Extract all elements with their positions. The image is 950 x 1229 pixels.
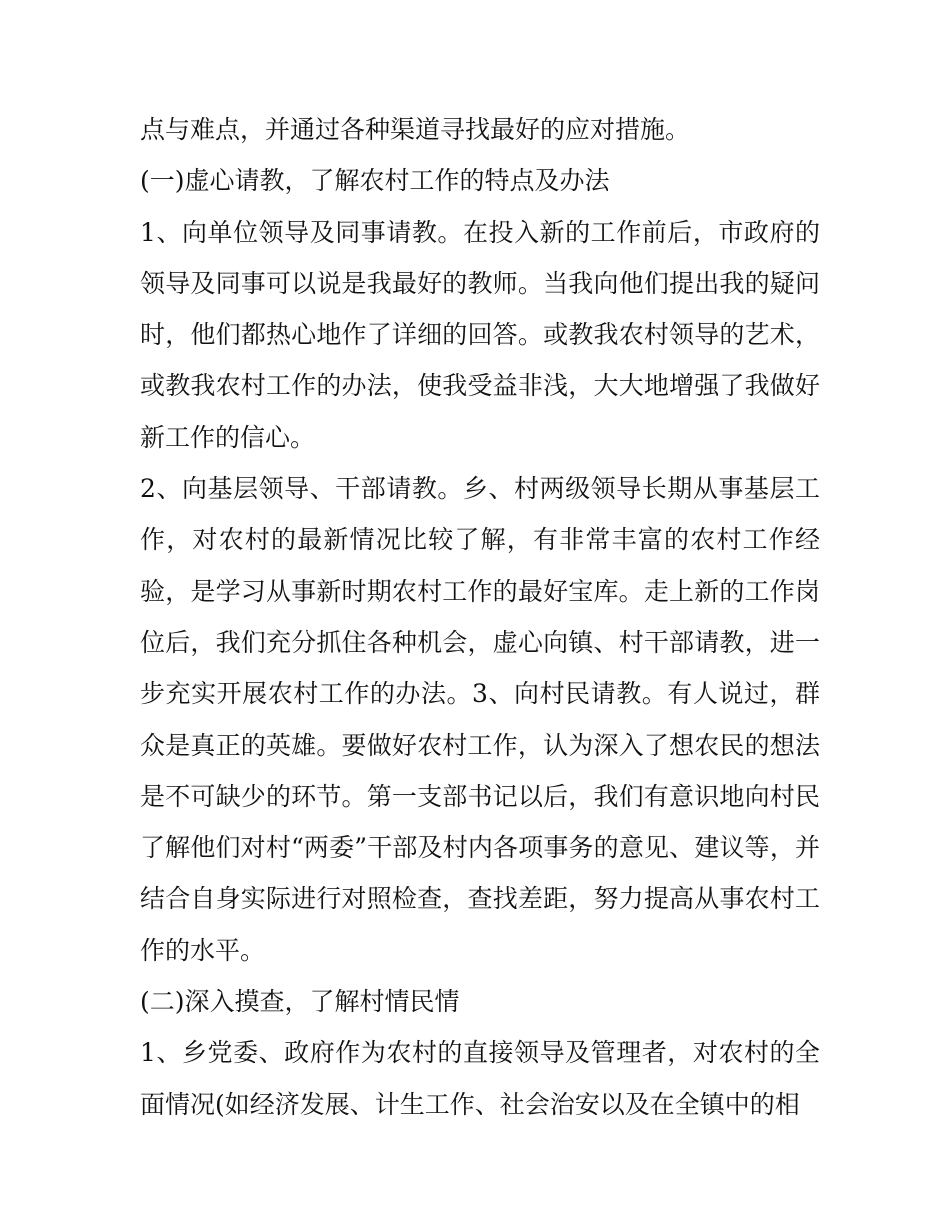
section-heading-2: (二)深入摸查，了解村情民情 [140,987,460,1017]
paragraph-item-1: 1、向单位领导及同事请教。在投入新的工作前后，市政府的领导及同事可以说是我最好的教师。当我向他们提出我的疑问时，他们都热心地作了详细的回答。或教我农村领导的艺术，或教我农村工作的办法，使我受益非浅，大大地增强了我做好新工作的信心。 [140,217,820,452]
paragraph-item-2: 2、向基层领导、干部请教。乡、村两级领导长期从事基层工作，对农村的最新情况比较了解，有非常丰富的农村工作经验，是学习从事新时期农村工作的最好宝库。走上新的工作岗位后，我们充分抓住各种机会，虚心向镇、村干部请教，进一步充实开展农村工作的办法。3、向村民请教。有人说过，群众是真正的英雄。要做好农村工作，认为深入了想农民的想法是不可缺少的环节。第一支部书记以后，我们有意识地向村民了解他们对村“两委”干部及村内各项事务的意见、建议等，并结合自身实际进行对照检查，查找差距，努力提高从事农村工作的水平。 [140,474,820,965]
paragraph-intro-continuation: 点与难点，并通过各种渠道寻找最好的应对措施。 [140,115,691,144]
document-body [140,104,820,1130]
paragraph-section2-item-1: 1、乡党委、政府作为农村的直接领导及管理者，对农村的全面情况(如经济发展、计生工作、社会治安以及在全镇中的相 [140,1038,820,1119]
section-heading-1: (一)虚心请教，了解农村工作的特点及办法 [140,166,610,196]
